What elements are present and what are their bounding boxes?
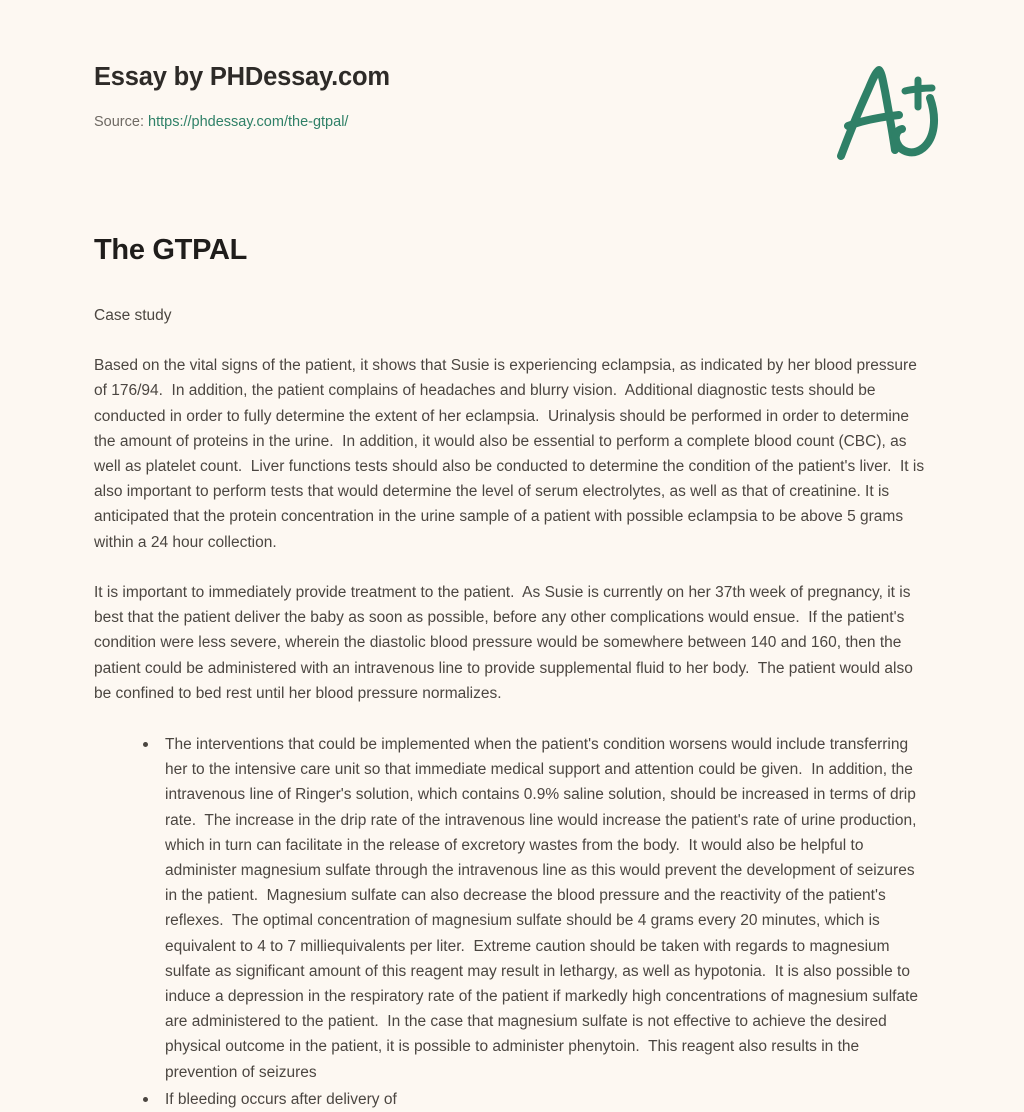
brand-title: Essay by PHDessay.com xyxy=(94,63,390,91)
article-subtitle: Case study xyxy=(94,307,172,325)
intervention-list xyxy=(94,732,930,1112)
brand-block xyxy=(94,62,930,131)
source-link[interactable]: https://phdessay.com/the-gtpal/ xyxy=(148,113,349,130)
a-plus-logo-icon xyxy=(829,58,949,166)
document-header xyxy=(0,0,1024,190)
source-line xyxy=(94,113,930,132)
list-item: The interventions that could be implemented when the patient's condition worsens would include transferring her to the intensive care unit so that immediate medical support and attention could be given. In addition, the intravenous line of Ringer's solution, which contains 0.9% saline solution, should be increased in terms of drip rate. The increase in the drip rate of the intravenous line would increase the patient's rate of urine production, which in turn can facilitate in the release of excretory wastes from the body. It would also be helpful to administer magnesium sulfate through the intravenous line as this would prevent the development of seizures in the patient. Magnesium sulfate can also decrease the blood pressure and the reactivity of the patient's reflexes. The optimal concentration of magnesium sulfate should be 4 grams every 20 minutes, which is equivalent to 4 to 7 milliequivalents per liter. Extreme caution should be taken with regards to magnesium sulfate as significant amount of this reagent may result in lethargy, as well as hypotonia. It is also possible to induce a depression in the respiratory rate of the patient if markedly high concentrations of magnesium sulfate are administered to the patient. In the case that magnesium sulfate is not effective to achieve the desired physical outcome in the patient, it is possible to administer phenytoin. This reagent also results in the prevention of seizures xyxy=(139,732,930,1085)
list-item: If bleeding occurs after delivery of xyxy=(139,1087,930,1112)
article-body xyxy=(0,232,1024,1112)
page-title: The GTPAL xyxy=(94,234,248,266)
paragraph-2: It is important to immediately provide treatment to the patient. As Susie is currently on her 37th week of pregnancy, it is best that the patient deliver the baby as soon as possible, before any other complications would ensue. If the patient's condition were less severe, wherein the diastolic blood pressure would be somewhere between 140 and 160, then the patient could be administered with an intravenous line to provide supplemental fluid to her body. The patient would also be confined to bed rest until her blood pressure normalizes. xyxy=(94,583,918,702)
source-label: Source: xyxy=(94,113,144,130)
paragraph-1: Based on the vital signs of the patient, it shows that Susie is experiencing eclampsia, as indicated by her blood pressure of 176/94. In addition, the patient complains of headaches and blurry vision. Additional diagnostic tests should be conducted in order to fully determine the extent of her eclampsia. Urinalysis should be performed in order to determine the amount of proteins in the urine. In addition, it would also be essential to perform a complete blood count (CBC), as well as platelet count. Liver functions tests should also be conducted to determine the condition of the patient's liver. It is also important to perform tests that would determine the level of serum electrolytes, as well as that of creatinine. It is anticipated that the protein concentration in the urine sample of a patient with possible eclampsia to be above 5 grams within a 24 hour collection. xyxy=(94,357,929,551)
